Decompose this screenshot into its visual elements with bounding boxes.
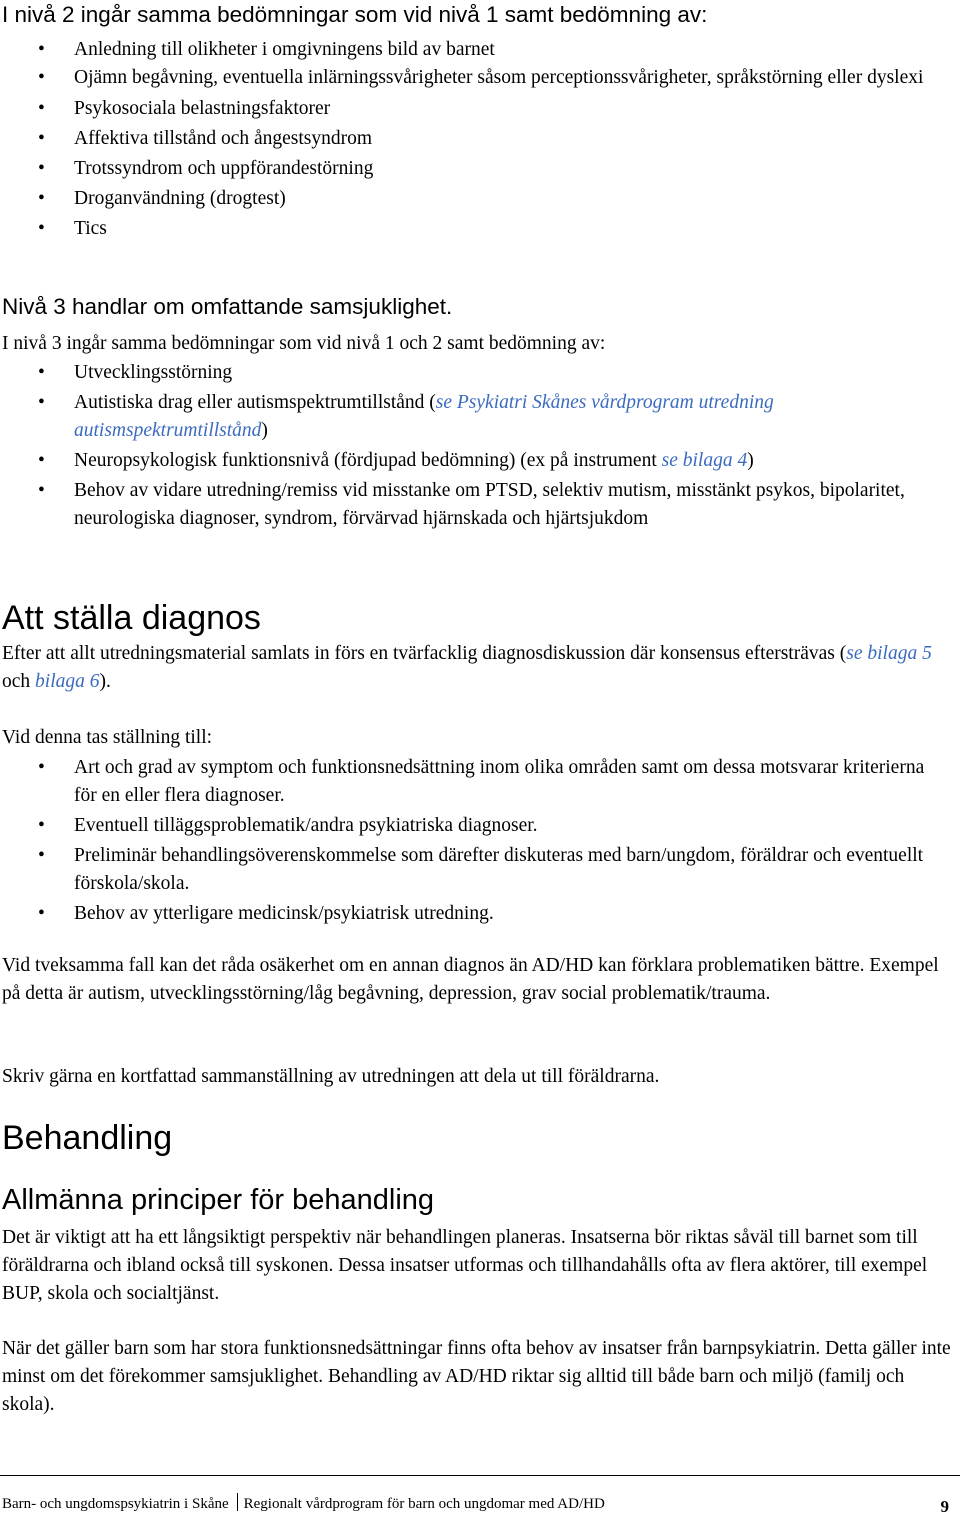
- behandling-paragraph-1: Det är viktigt att ha ett långsiktigt perspektiv när behandlingen planeras. Insatserna bör riktas såväl till barnet som till föräldrarna och ibland också till syskonen. Dessa insatser utformas och tillhandahålls ofta av flera aktörer, till exempel BUP, skola och socialtjänst.: [2, 1227, 928, 1304]
- list-item: [0, 447, 940, 475]
- paragraph-text: ).: [99, 671, 111, 692]
- list-item: [0, 389, 940, 445]
- list-item: • Behov av ytterligare medicinsk/psykiatrisk utredning.: [0, 900, 940, 928]
- level3-list: [0, 359, 940, 533]
- level2-list: [0, 36, 940, 243]
- list-item: • Eventuell tilläggsproblematik/andra psykiatriska diagnoser.: [0, 812, 940, 840]
- bilaga-5-link[interactable]: se bilaga 5: [846, 643, 932, 664]
- item-text: Autistiska drag eller autismspektrumtillstånd (: [74, 392, 436, 413]
- list-item: • Trotssyndrom och uppförandestörning: [0, 155, 940, 183]
- level3-intro: I nivå 3 ingår samma bedömningar som vid nivå 1 och 2 samt bedömning av:: [2, 333, 606, 354]
- list-item: • Ojämn begåvning, eventuella inlärningssvårigheter såsom perceptionssvårigheter, språkstörning eller dyslexi: [0, 64, 940, 92]
- list-item: • Art och grad av symptom och funktionsnedsättning inom olika områden samt om dessa motsvarar kriterierna för en eller flera diagnoser.: [0, 754, 940, 810]
- item-text: Neuropsykologisk funktionsnivå (fördjupad bedömning) (ex på instrument: [74, 450, 662, 471]
- diagnos-paragraph-1: [2, 640, 952, 696]
- list-item: • Droganvändning (drogtest): [0, 185, 940, 213]
- list-item: • Psykosociala belastningsfaktorer: [0, 95, 940, 123]
- list-item: • Affektiva tillstånd och ångestsyndrom: [0, 125, 940, 153]
- diagnos-paragraph-2: Vid denna tas ställning till:: [2, 727, 213, 748]
- behandling-heading: Behandling: [2, 1119, 173, 1157]
- page-footer: [2, 1492, 957, 1516]
- list-item: • Anledning till olikheter i omgivningens bild av barnet: [0, 36, 940, 64]
- diagnos-paragraph-3: Vid tveksamma fall kan det råda osäkerhet om en annan diagnos än AD/HD kan förklara problematiken bättre. Exempel på detta är autism, utvecklingsstörning/låg begåvning, depression, grav social problematik/trauma.: [2, 955, 939, 1004]
- list-item: • Behov av vidare utredning/remiss vid misstanke om PTSD, selektiv mutism, misstänkt psykos, bipolaritet, neurologiska diagnoser, syndrom, förvärvad hjärnskada och hjärtsjukdom: [0, 477, 940, 533]
- behandling-paragraph-2: När det gäller barn som har stora funktionsnedsättningar finns ofta behov av insatser från barnpsykiatrin. Detta gäller inte minst om det förekommer samsjuklighet. Behandling av AD/HD riktar sig alltid till både barn och miljö (familj och skola).: [2, 1338, 951, 1415]
- footer-separator: [237, 1493, 238, 1511]
- diagnos-heading: Att ställa diagnos: [2, 599, 261, 637]
- list-item: • Preliminär behandlingsöverenskommelse som därefter diskuteras med barn/ungdom, föräldrar och eventuellt förskola/skola.: [0, 842, 940, 898]
- page-number: 9: [940, 1497, 949, 1516]
- list-item: • Utvecklingsstörning: [0, 359, 940, 387]
- diagnos-paragraph-4: Skriv gärna en kortfattad sammanställning av utredningen att dela ut till föräldrarna.: [2, 1066, 660, 1087]
- paragraph-text: Efter att allt utredningsmaterial samlats in förs en tvärfacklig diagnosdiskussion där konsensus eftersträvas (: [2, 643, 847, 664]
- footer-divider: [0, 1475, 960, 1476]
- list-item: • Tics: [0, 215, 940, 243]
- diagnos-list: [0, 754, 940, 928]
- item-text: ): [747, 450, 754, 471]
- level3-heading: Nivå 3 handlar om omfattande samsjuklighet.: [2, 294, 453, 319]
- vardprogram-link[interactable]: se Psykiatri Skånes vårdprogram utredning autismspektrumtillstånd: [74, 392, 774, 441]
- item-text: ): [261, 420, 268, 441]
- footer-organization: Barn- och ungdomspsykiatrin i Skåne: [2, 1496, 229, 1512]
- footer-title: Regionalt vårdprogram för barn och ungdomar med AD/HD: [243, 1496, 605, 1512]
- bilaga-6-link[interactable]: bilaga 6: [35, 671, 100, 692]
- behandling-subheading: Allmänna principer för behandling: [2, 1184, 435, 1216]
- bilaga-4-link[interactable]: se bilaga 4: [661, 450, 748, 471]
- paragraph-text: och: [2, 671, 36, 692]
- level2-heading: I nivå 2 ingår samma bedömningar som vid nivå 1 samt bedömning av:: [2, 2, 708, 27]
